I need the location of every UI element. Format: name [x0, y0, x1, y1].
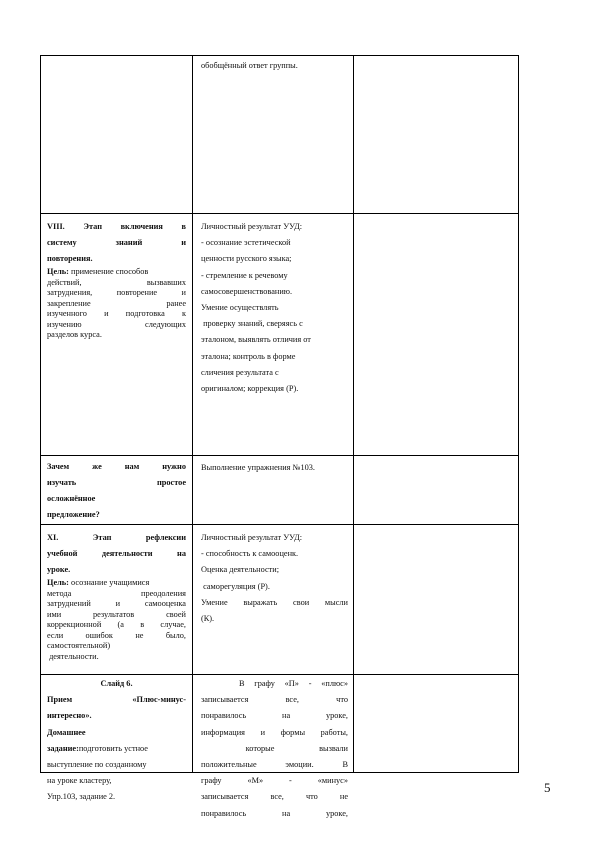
stage-title-line: систему знаний и [47, 238, 186, 247]
goal-line: изученного и подготовка к [47, 309, 186, 318]
result-line: положительные эмоции. В [201, 760, 348, 770]
goal-line: закрепление ранее [47, 298, 186, 308]
result-line: которые вызвали [201, 743, 348, 753]
result-line: (К). [201, 614, 215, 624]
result-line: графу «М» - «минус» [201, 776, 348, 786]
stage-cell [41, 455, 193, 524]
result-line: - осознание эстетической [201, 238, 291, 248]
table-row [41, 524, 518, 675]
table-row [41, 213, 518, 456]
result-line: эталона; контроль в форме [201, 351, 296, 361]
table-row [41, 56, 518, 214]
result-line: В графу «П» - «плюс» [239, 679, 348, 688]
result-cell [193, 56, 354, 213]
stage-title-line: учебной деятельности на [47, 549, 186, 558]
question-line: предложение? [47, 510, 100, 519]
result-line: Умение выражать свои мысли [201, 597, 348, 607]
goal-line: коррекционной (а в случае, [47, 620, 186, 629]
result-cell [193, 674, 354, 818]
goal-line: метода преодоления [47, 588, 186, 598]
result-line: Личностный результат УУД: [201, 533, 303, 542]
result-line: Умение осуществлять [201, 303, 279, 313]
notes-cell [354, 524, 518, 674]
result-line: информация и формы работы, [201, 727, 348, 737]
result-line: самосовершенствованию. [201, 286, 293, 296]
result-line: понравилось на уроке, [201, 711, 348, 721]
goal-line: деятельности. [47, 651, 99, 661]
goal-line: затруднений и самооценка [47, 599, 186, 608]
question-line: изучать простое [47, 478, 186, 487]
page-number: 5 [544, 780, 551, 795]
result-line: - способность к самооценк. [201, 549, 299, 559]
result-line: ценности русского языка; [201, 254, 292, 264]
table-row [41, 455, 518, 525]
result-line: обобщённый ответ группы. [201, 61, 298, 70]
result-line: эталоном, выявлять отличия от [201, 335, 311, 345]
result-line: записывается все, что [201, 695, 348, 705]
homework-line: на уроке кластеру, [47, 776, 112, 786]
homework-line: Упр.103, задание 2. [47, 792, 116, 802]
goal-line: затруднения, повторение и [47, 288, 186, 297]
stage-cell [41, 674, 193, 802]
question-line: Зачем же нам нужно [47, 462, 186, 471]
goal-label: Цель: [47, 578, 69, 587]
result-cell [193, 455, 354, 524]
slide-label: Слайд 6. [100, 679, 133, 688]
goal-text: применение способов [68, 267, 149, 276]
stage-title-line: повторения. [47, 254, 93, 263]
stage-cell [41, 524, 193, 674]
goal-line: самостоятельной) [47, 641, 111, 650]
result-line: - стремление к речевому [201, 270, 288, 280]
question-line: осложнённое [47, 494, 96, 503]
goal-label: Цель: [47, 267, 69, 276]
goal-line: ими результатов своей [47, 609, 186, 619]
stage-title-line: XI. Этап рефлексии [47, 533, 186, 542]
homework-heading: Домашнее [47, 727, 86, 737]
notes-cell [354, 213, 518, 455]
notes-cell [354, 674, 518, 772]
result-line: Выполнение упражнения №103. [201, 463, 315, 472]
goal-text: осознание учащимися [68, 578, 150, 587]
result-line: записывается все, что не [201, 792, 348, 802]
homework-line: выступление по созданному [47, 760, 147, 770]
result-line: проверку знаний, сверяясь с [201, 319, 303, 329]
result-line: оригиналом; коррекция (Р). [201, 384, 299, 394]
goal-line: изучению следующих [47, 319, 186, 329]
result-cell [193, 524, 354, 674]
stage-title-line: уроке. [47, 565, 71, 574]
result-line: сличения результата с [201, 367, 279, 377]
goal-line: разделов курса. [47, 330, 102, 339]
result-line: Личностный результат УУД: [201, 222, 303, 231]
homework-text: подготовить устное [78, 743, 148, 753]
technique-line: интересно». [47, 711, 92, 721]
result-cell [193, 213, 354, 455]
result-line: Оценка деятельности; [201, 565, 280, 575]
goal-line: действий, вызвавших [47, 277, 186, 287]
technique-line: Прием «Плюс-минус- [47, 695, 186, 705]
homework-label: задание: [47, 743, 79, 753]
table-row [41, 674, 518, 818]
result-line: понравилось на уроке, [201, 808, 348, 818]
notes-cell [354, 56, 518, 213]
stage-cell [41, 213, 193, 455]
result-line: саморегуляция (Р). [201, 581, 270, 591]
stage-title-line: VIII. Этап включения в [47, 222, 186, 231]
stage-cell [41, 56, 193, 213]
lesson-table [40, 55, 519, 818]
goal-line: если ошибок не было, [47, 630, 186, 640]
notes-cell [354, 455, 518, 524]
